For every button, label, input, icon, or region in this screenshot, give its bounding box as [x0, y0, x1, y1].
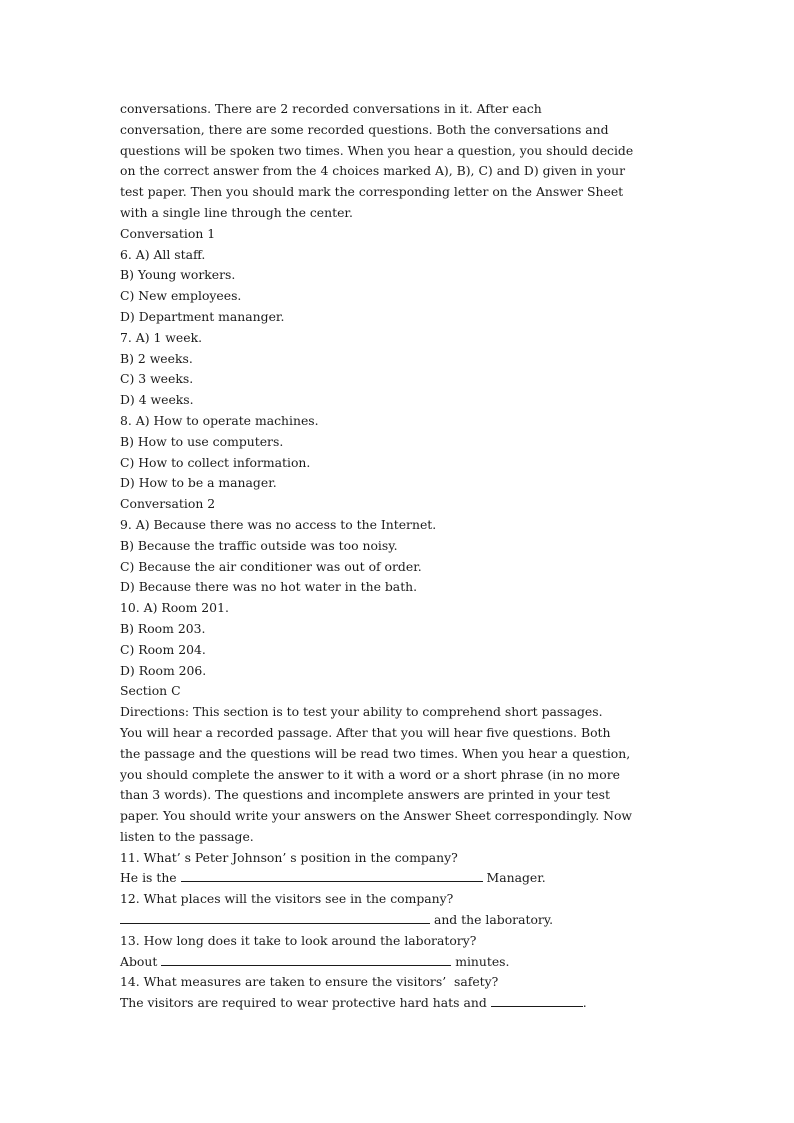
option-line: B) Room 203.: [120, 620, 206, 636]
conversation-2-heading: Conversation 2: [120, 496, 216, 512]
intro-paragraph: [120, 99, 680, 224]
section-c-heading: Section C: [120, 683, 181, 699]
answer-blank[interactable]: [181, 868, 483, 882]
directions-line: you should complete the answer to it with a word or a short phrase (in no more: [120, 766, 620, 782]
directions-line: the passage and the questions will be read two times. When you hear a question,: [120, 745, 631, 761]
question-text: 14. What measures are taken to ensure the visitors’ safety?: [120, 974, 499, 990]
option-line: D) Because there was no hot water in the bath.: [120, 579, 418, 595]
question-text: 13. How long does it take to look around the laboratory?: [120, 932, 477, 948]
question-12: [120, 889, 680, 931]
option-line: C) Because the air conditioner was out of order.: [120, 558, 422, 574]
option-line: 8. A) How to operate machines.: [120, 412, 319, 428]
directions-line: You will hear a recorded passage. After that you will hear five questions. Both: [120, 724, 611, 740]
intro-line: questions will be spoken two times. When you hear a question, you should decide: [120, 142, 634, 158]
answer-suffix: .: [582, 995, 587, 1011]
option-line: B) Young workers.: [120, 267, 236, 283]
answer-blank[interactable]: [161, 952, 451, 966]
directions-line: paper. You should write your answers on the Answer Sheet correspondingly. Now: [120, 808, 633, 824]
option-line: B) Because the traffic outside was too noisy.: [120, 537, 398, 553]
section-c-directions: [120, 702, 680, 848]
answer-suffix: Manager.: [482, 870, 546, 886]
directions-line: Directions: This section is to test your ability to comprehend short passages.: [120, 704, 603, 720]
intro-line: conversations. There are 2 recorded conversations in it. After each: [120, 101, 542, 116]
answer-line: [120, 952, 680, 973]
question-11: [120, 848, 680, 890]
option-line: D) Department mananger.: [120, 308, 285, 324]
answer-blank[interactable]: [491, 993, 583, 1007]
option-line: 10. A) Room 201.: [120, 600, 229, 616]
option-line: C) Room 204.: [120, 641, 206, 657]
intro-line: conversation, there are some recorded questions. Both the conversations and: [120, 121, 609, 137]
answer-suffix: minutes.: [451, 953, 510, 969]
intro-line: on the correct answer from the 4 choices marked A), B), C) and D) given in your: [120, 163, 626, 179]
exam-page: [120, 99, 680, 1014]
question-text: 11. What’ s Peter Johnson’ s position in the company?: [120, 849, 458, 865]
option-line: D) Room 206.: [120, 662, 207, 678]
question-10: [120, 598, 680, 681]
directions-line: listen to the passage.: [120, 828, 254, 844]
answer-line: [120, 868, 680, 889]
question-14: [120, 972, 680, 1014]
option-line: D) How to be a manager.: [120, 475, 277, 491]
answer-prefix: About: [120, 953, 162, 969]
option-line: C) New employees.: [120, 288, 242, 304]
question-9: [120, 515, 680, 598]
question-7: [120, 328, 680, 411]
answer-blank[interactable]: [120, 910, 430, 924]
answer-suffix: and the laboratory.: [430, 912, 554, 928]
directions-line: than 3 words). The questions and incomplete answers are printed in your test: [120, 787, 610, 803]
option-line: B) How to use computers.: [120, 433, 284, 449]
answer-line: [120, 993, 680, 1014]
option-line: B) 2 weeks.: [120, 350, 193, 366]
answer-line: [120, 910, 680, 931]
option-line: C) How to collect information.: [120, 454, 311, 470]
answer-prefix: He is the: [120, 870, 181, 886]
option-line: D) 4 weeks.: [120, 392, 194, 408]
question-text: 12. What places will the visitors see in the company?: [120, 891, 454, 907]
conversation-1-heading: Conversation 1: [120, 225, 216, 241]
question-13: [120, 931, 680, 973]
option-line: 6. A) All staff.: [120, 246, 206, 262]
answer-prefix: The visitors are required to wear protective hard hats and: [120, 995, 491, 1011]
intro-line: test paper. Then you should mark the corresponding letter on the Answer Sheet: [120, 184, 624, 200]
question-6: [120, 245, 680, 328]
intro-line: with a single line through the center.: [120, 204, 353, 220]
question-8: [120, 411, 680, 494]
option-line: C) 3 weeks.: [120, 371, 194, 387]
option-line: 9. A) Because there was no access to the Internet.: [120, 516, 437, 532]
option-line: 7. A) 1 week.: [120, 329, 203, 345]
